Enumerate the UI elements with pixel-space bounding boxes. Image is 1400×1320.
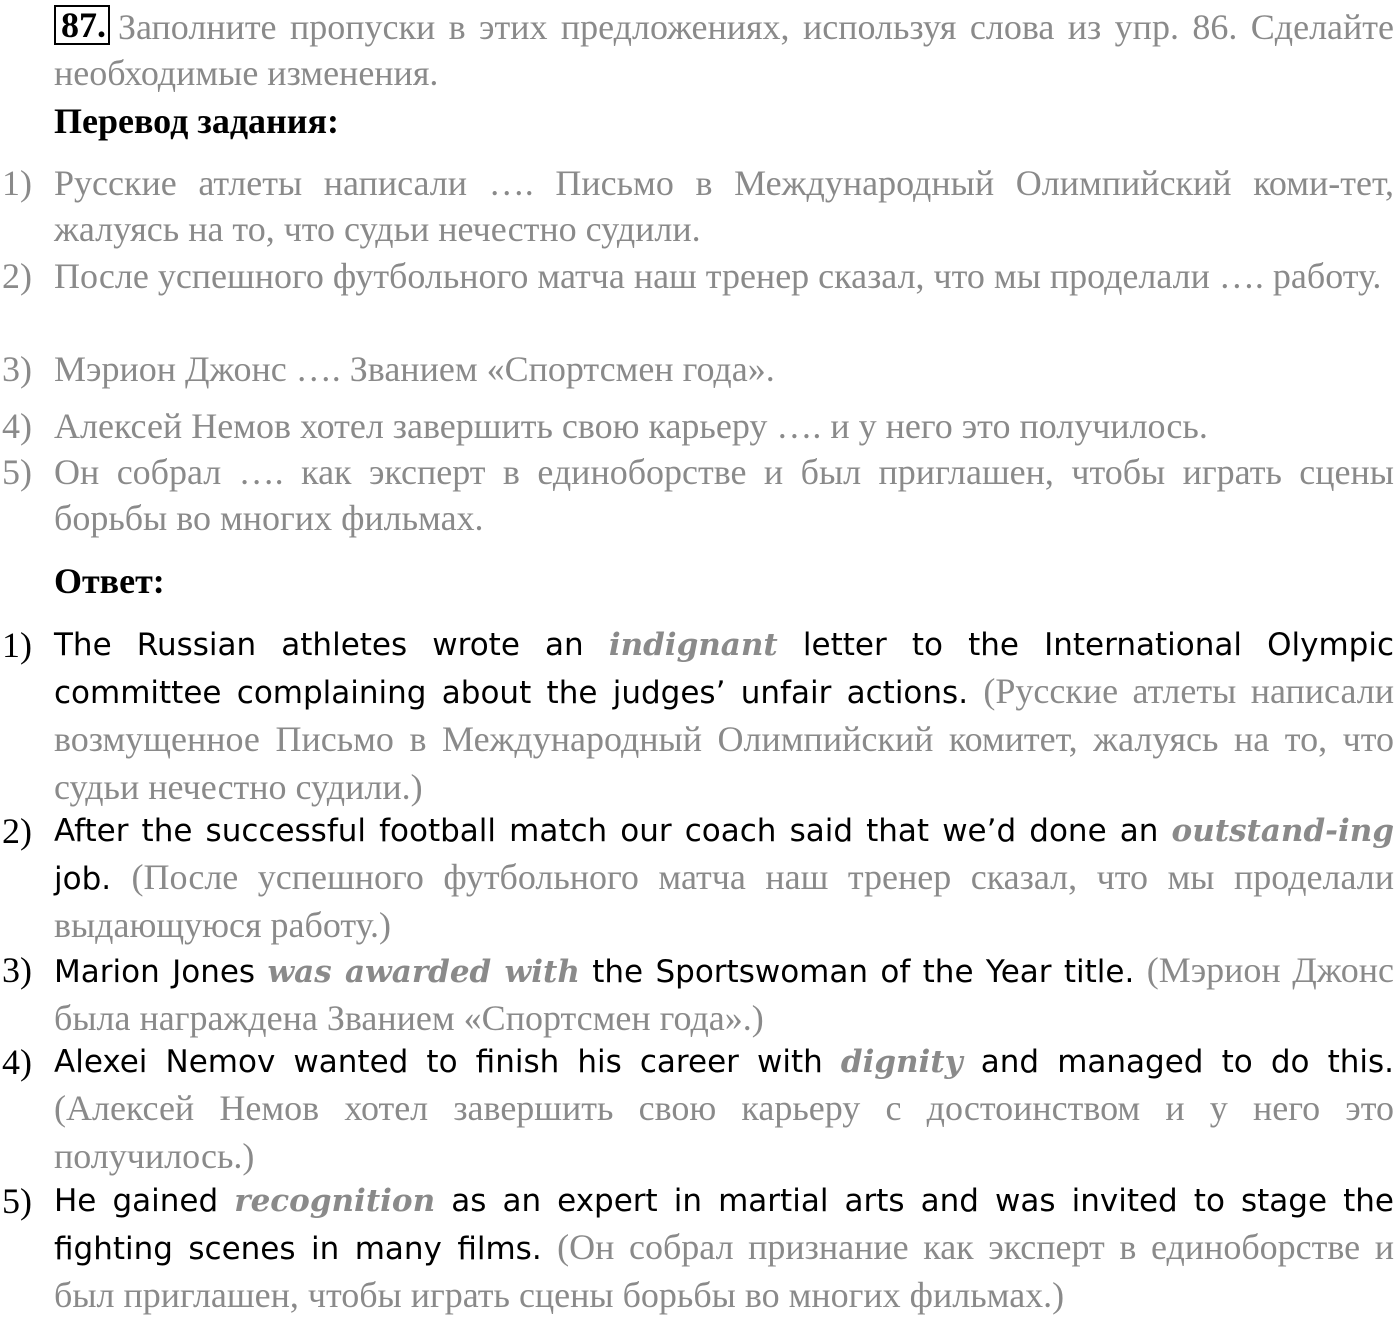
answer-item-text [54,947,1394,1043]
answer-item-number: 3) [2,950,32,990]
exercise-number: 87. [54,5,110,45]
task-item-number: 5) [2,452,32,492]
answer-item-text [54,622,1394,812]
answer-english-end: as an expert in martial arts and was invited to stage the fighting scenes in many films. [54,1183,1395,1267]
answer-item [0,622,1394,812]
answer-item-text [54,1178,1394,1320]
task-item-text: После успешного футбольного матча наш тренер сказал, что мы проделали …. работу. [54,256,1382,296]
answer-english-end: letter to the International Olympic committee complaining about the judges’ unfair actions. [54,627,1394,711]
exercise-instruction: Заполните пропуски в этих предложениях, используя слова из упр. 86. Сделайте необходимые изменения. [54,7,1394,93]
task-item-number: 4) [2,406,32,446]
answer-english-end: the Sportswoman of the Year title. [579,954,1147,990]
translation-heading: Перевод задания: [54,101,339,141]
answer-item-text [54,1039,1394,1181]
answer-keyword: was awarded with [267,954,580,990]
exercise-instruction-block [54,4,1394,96]
task-item-text: Русские атлеты написали …. Письмо в Международный Олимпийский коми-тет, жалуясь на то, что судьи нечестно судили. [54,163,1394,249]
answer-keyword: dignity [840,1044,963,1080]
task-item-text: Алексей Немов хотел завершить свою карьеру …. и у него это получилось. [54,406,1208,446]
task-item [0,346,1394,392]
answer-item-number: 1) [2,625,32,665]
task-item [0,160,1394,252]
answer-item [0,808,1394,950]
task-item [0,253,1394,299]
answer-english-start: Marion Jones [54,954,268,990]
answer-item [0,947,1394,1043]
answer-item-number: 2) [2,811,32,851]
answer-item-text [54,808,1394,950]
task-item-text: Он собрал …. как эксперт в единоборстве и был приглашен, чтобы играть сцены борьбы во многих фильмах. [54,452,1394,538]
answer-russian-translation: (Он собрал признание как эксперт в единоборстве и был приглашен, чтобы играть сцены борьбы во многих фильмах.) [54,1227,1394,1315]
task-item-number: 2) [2,256,32,296]
answer-english-start: The Russian athletes wrote an [54,627,609,663]
answer-english-start: Alexei Nemov wanted to finish his career with [54,1044,841,1080]
task-item-number: 1) [2,163,32,203]
answer-russian-translation: (Алексей Немов хотел завершить свою карьеру с достоинством и у него это получилось.) [54,1088,1394,1176]
answer-keyword: recognition [234,1183,436,1219]
answer-item-number: 4) [2,1042,32,1082]
task-item-text: Мэрион Джонс …. Званием «Спортсмен года». [54,349,775,389]
answer-item-number: 5) [2,1181,32,1221]
answer-item [0,1178,1394,1320]
task-item-number: 3) [2,349,32,389]
answer-english-end: job. [54,861,132,897]
answer-russian-translation: (После успешного футбольного матча наш тренер сказал, что мы проделали выдающуюся работу.) [54,857,1395,945]
answer-english-start: He gained [54,1183,235,1219]
answer-item [0,1039,1394,1181]
answer-keyword: indignant [608,627,778,663]
answer-russian-translation: (Русские атлеты написали возмущенное Письмо в Международный Олимпийский комитет, жалуясь на то, что судьи нечестно судили.) [54,671,1394,807]
task-item [0,403,1394,449]
answer-english-end: and managed to do this. [962,1044,1395,1080]
answer-keyword: outstand-ing [1171,813,1394,849]
answer-heading: Ответ: [54,561,165,601]
answer-english-start: After the successful football match our coach said that we’d done an [54,813,1172,849]
task-item [0,449,1394,541]
answer-russian-translation: (Мэрион Джонс была награждена Званием «Спортсмен года».) [54,950,1394,1038]
